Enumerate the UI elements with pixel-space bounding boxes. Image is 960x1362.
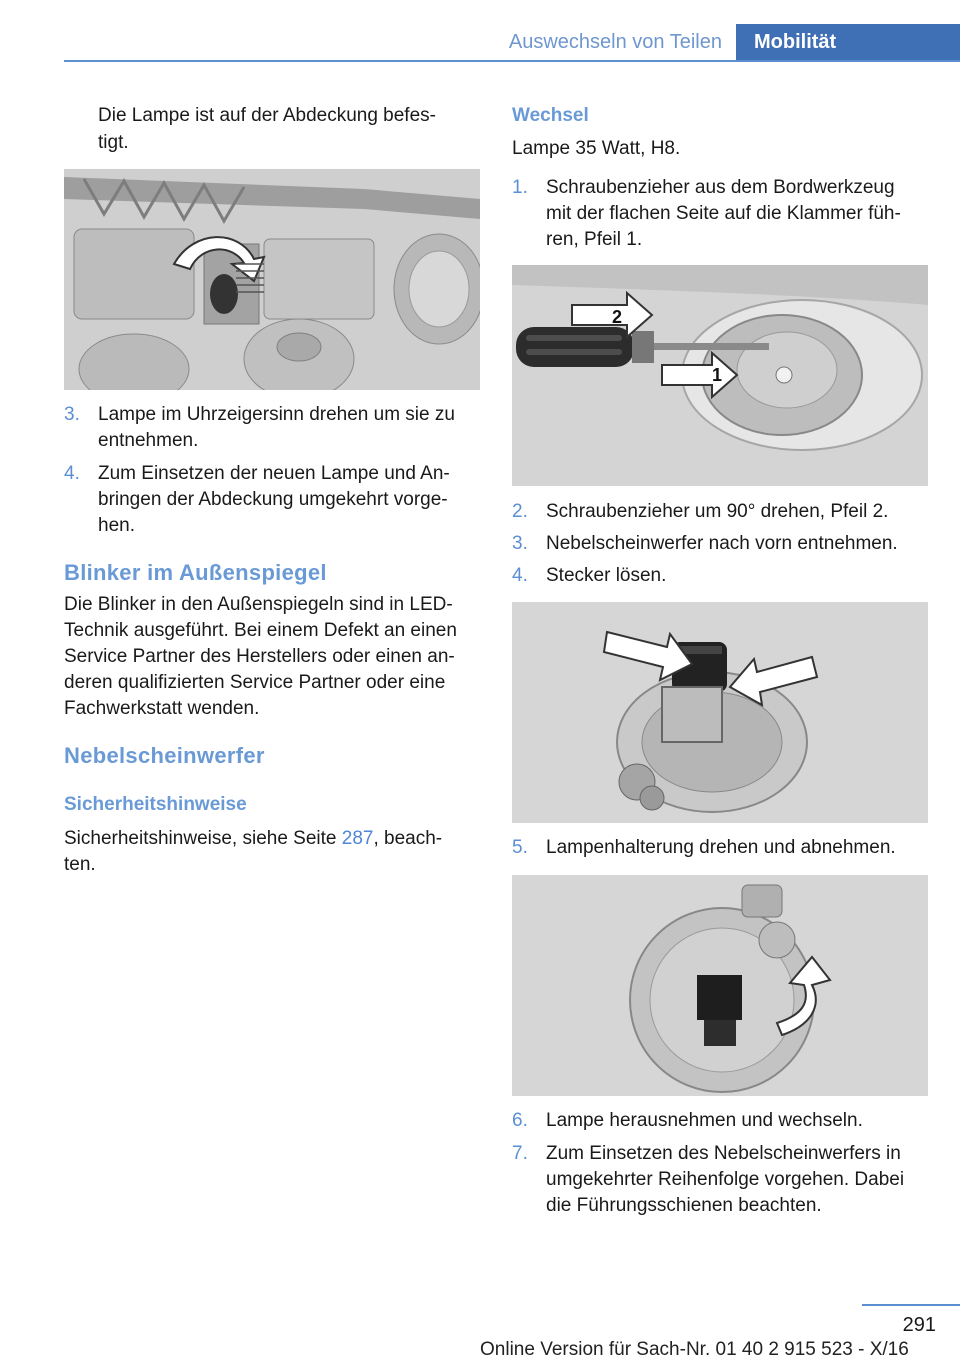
blinker-text-line: deren qualifizierten Service Partner oder eine [64, 672, 446, 693]
step-text: ren, Pfeil 1. [546, 229, 643, 250]
arrow-label-1: 1 [712, 365, 723, 385]
chapter-tab: Mobilität [736, 24, 960, 62]
step-text: Nebelscheinwerfer nach vorn entnehmen. [546, 533, 898, 554]
change-heading: Wechsel [512, 105, 589, 126]
safety-heading: Sicherheitshinweise [64, 794, 247, 815]
running-header-section: Auswechseln von Teilen [508, 31, 722, 53]
screwdriver-illustration [512, 265, 928, 486]
page-number: 291 [902, 1314, 936, 1336]
step-number: 3. [512, 533, 528, 554]
step-number: 1. [512, 177, 528, 198]
safety-text-line-2: ten. [64, 854, 96, 875]
lamp-holder-illustration [512, 875, 928, 1096]
safety-text [64, 826, 442, 852]
arrow-label-2: 2 [612, 307, 623, 327]
lamp-holder-figure [512, 875, 928, 1096]
step-text: die Führungsschienen beachten. [546, 1195, 822, 1216]
engine-bay-illustration [64, 169, 480, 390]
step-number: 6. [512, 1110, 528, 1131]
list-item [512, 499, 932, 527]
blinker-text-line: Fachwerkstatt wenden. [64, 698, 260, 719]
step-text: Schraubenzieher um 90° drehen, Pfeil 2. [546, 501, 889, 522]
list-item [512, 1141, 932, 1221]
online-version-note: Online Version für Sach-Nr. 01 40 2 915 523 - X/16 [480, 1339, 909, 1360]
intro-line-2: tigt. [98, 132, 129, 153]
list-item [512, 835, 932, 863]
screwdriver-figure [512, 265, 928, 486]
blinker-text-line: Die Blinker in den Außenspiegeln sind in LED- [64, 594, 453, 615]
page-reference-link[interactable]: 287 [341, 828, 374, 849]
step-number: 3. [64, 404, 80, 425]
step-text: Stecker lösen. [546, 565, 667, 586]
step-text: Lampe herausnehmen und wechseln. [546, 1110, 863, 1131]
list-item [64, 461, 482, 541]
list-item [512, 175, 932, 255]
step-text: Zum Einsetzen der neuen Lampe und An- [98, 463, 450, 484]
plug-figure [512, 602, 928, 823]
step-number: 7. [512, 1143, 528, 1164]
list-item [512, 563, 932, 591]
blinker-text-line: Service Partner des Herstellers oder einen an- [64, 646, 455, 667]
list-item [512, 1108, 932, 1136]
step-text: umgekehrter Reihenfolge vorgehen. Dabei [546, 1169, 905, 1190]
step-number: 2. [512, 501, 528, 522]
footer-rule [862, 1304, 960, 1306]
plug-illustration [512, 602, 928, 823]
fog-heading: Nebelscheinwerfer [64, 743, 265, 768]
safety-text-after: , beach- [373, 828, 443, 849]
step-text: mit der flachen Seite auf die Klammer füh- [546, 203, 901, 224]
engine-bay-figure [64, 169, 480, 390]
step-text: hen. [98, 515, 135, 536]
step-text: Lampe im Uhrzeigersinn drehen um sie zu [98, 404, 455, 425]
blinker-heading: Blinker im Außenspiegel [64, 560, 327, 585]
list-item [64, 402, 482, 456]
step-text: Schraubenzieher aus dem Bordwerkzeug [546, 177, 895, 198]
step-text: Zum Einsetzen des Nebelscheinwerfers in [546, 1143, 901, 1164]
header-rule [64, 60, 960, 62]
lamp-spec: Lampe 35 Watt, H8. [512, 138, 681, 159]
intro-line-1: Die Lampe ist auf der Abdeckung befes- [98, 105, 436, 126]
step-number: 4. [512, 565, 528, 586]
step-number: 4. [64, 463, 80, 484]
blinker-text-line: Technik ausgeführt. Bei einem Defekt an einen [64, 620, 457, 641]
step-number: 5. [512, 837, 528, 858]
step-text: bringen der Abdeckung umgekehrt vorge- [98, 489, 448, 510]
step-text: entnehmen. [98, 430, 199, 451]
list-item [512, 531, 932, 559]
safety-text-before: Sicherheitshinweise, siehe Seite [64, 828, 342, 849]
step-text: Lampenhalterung drehen und abnehmen. [546, 837, 896, 858]
